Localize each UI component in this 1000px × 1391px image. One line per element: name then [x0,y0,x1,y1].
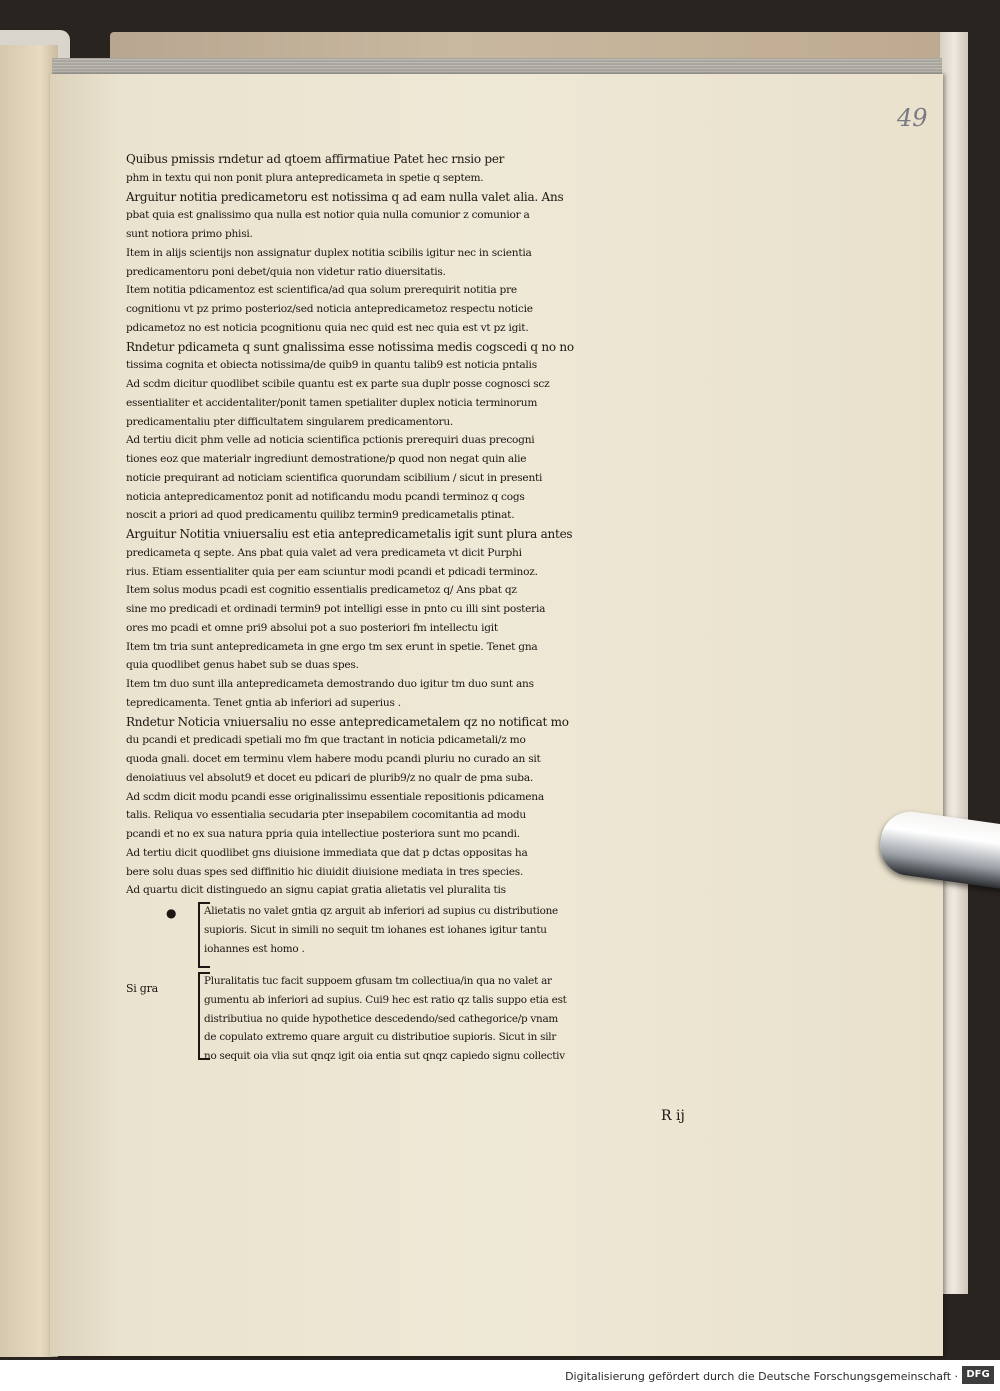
page-text [126,150,771,1062]
text-line: rius. Etiam essentialiter quia per eam sciuntur modi pcandi et pdicadi terminoz. [126,565,538,578]
text-line: pdicametoz no est noticia pcognitionu quia nec quid est nec quia est vt pz igit. [126,321,529,334]
text-line: gumentu ab inferiori ad supius. Cui9 hec est ratio qz talis suppo etia est [204,993,567,1006]
text-line: ores mo pcadi et omne pri9 absolui pot a suo posteriori fm intellectu igit [126,621,498,634]
text-line: de copulato extremo quare arguit cu distributioe supioris. Sicut in silr [204,1031,557,1044]
text-line: predicameta q septe. Ans pbat quia valet ad vera predicameta vt dicit Purphi [126,546,522,559]
text-line: denoiatiuus vel absolut9 et docet eu pdicari de plurib9/z no qualr de pma suba. [126,771,534,784]
text-line: talis. Reliqua vo essentialia secudaria pter insepabilem cocomitantia ad modu [126,809,526,822]
text-line: Arguitur Notitia vniuersaliu est etia antepredicametalis igit sunt plura antes [126,527,573,541]
folio-number: 49 [897,104,928,132]
text-line: predicamentoru poni debet/quia non videtur ratio diuersitatis. [126,265,446,278]
text-line: du pcandi et predicadi spetiali mo fm que tractant in noticia pdicametali/z mo [126,734,526,747]
text-line: bere solu duas spes sed diffinitio hic diuidit diuisione mediata in tres species. [126,865,524,878]
text-line: iohannes est homo . [204,942,305,955]
text-line: Ad scdm dicitur quodlibet scibile quantu est ex parte sua duplr posse cognosci scz [126,378,550,390]
footer-credit: Digitalisierung gefördert durch die Deutsche Forschungsgemeinschaft · [565,1370,958,1383]
text-line: Ad quartu dicit distinguedo an signu capiat gratia alietatis vel pluralita tis [126,884,506,897]
text-line: Item notitia pdicamentoz est scientifica/ad qua solum prerequirit notitia pre [126,284,517,297]
pluralitatis-block [204,972,774,1066]
text-line: Ad scdm dicit modu pcandi esse originalissimu essentiale repositionis pdicamena [126,790,544,803]
footer-bar [0,1360,1000,1391]
text-line: Ad tertiu dicit quodlibet gns diuisione immediata que dat p dctas oppositas ha [126,846,528,859]
text-line: noticia antepredicamentoz ponit ad notificandu modu pcandi terminoz q cogs [126,490,525,503]
text-line: sunt notiora primo phisi. [126,228,253,240]
text-line: tissima cognita et obiecta notissima/de quib9 in quantu talib9 est noticia pntalis [126,359,537,372]
text-line: predicamentaliu pter difficultatem singularem predicamentoru. [126,415,454,428]
text-line: pbat quia est gnalissimo qua nulla est notior quia nulla comunior z comunior a [126,209,530,222]
bullet-icon: ● [166,906,177,920]
text-line: supioris. Sicut in simili no sequit tm iohanes est iohanes igitur tantu [204,923,547,936]
dfg-logo-icon: DFG [962,1366,994,1384]
text-line: Alietatis no valet gntia qz arguit ab inferiori ad supius cu distributione [204,905,558,917]
text-line: Arguitur notitia predicametoru est notissima q ad eam nulla valet alia. Ans [126,189,564,204]
text-line: Item in alijs scientijs non assignatur duplex notitia scibilis igitur nec in scientia [126,246,532,259]
text-line: Pluralitatis tuc facit suppoem gfusam tm collectiua/in qua no valet ar [204,975,552,987]
distinction-bracket [126,902,771,1062]
board-right-edge [940,32,968,1294]
text-line: Quibus pmissis rndetur ad qtoem affirmatiue Patet hec rnsio per [126,152,505,166]
text-line: tiones eoz que materialr ingrediunt demostratione/p quod non negat quin alie [126,453,527,465]
text-line: sine mo predicadi et ordinadi termin9 pot intelligi esse in pnto cu illi sint posteria [126,603,546,615]
text-line: Item tm tria sunt antepredicameta in gne ergo tm sex erunt in spetie. Tenet gna [126,640,538,653]
alietatis-block [204,902,774,958]
signature-mark: R ij [661,1108,685,1124]
text-line: no sequit oia vlia sut qnqz igit oia entia sut qnqz capiedo signu collectiv [204,1050,565,1062]
text-line: noscit a priori ad quod predicamentu quilibz termin9 predicametalis ptinat. [126,509,515,522]
text-line: distributiua no quide hypothetice descedendo/sed cathegorice/p vnam [204,1012,559,1025]
text-line: phm in textu qui non ponit plura antepredicameta in spetie q septem. [126,171,484,184]
text-line: Rndetur Noticia vniuersaliu no esse antepredicametalem qz no notificat mo [126,714,569,729]
text-line: Ad tertiu dicit phm velle ad noticia scientifica pctionis prerequiri duas precogni [126,434,535,447]
text-line: quia quodlibet genus habet sub se duas spes. [126,659,359,672]
text-line: Item solus modus pcadi est cognitio essentialis predicametoz q/ Ans pbat qz [126,584,517,597]
text-line: essentialiter et accidentaliter/ponit tamen spetialiter duplex noticia terminorum [126,396,538,409]
text-line: pcandi et no ex sua natura ppria quia intellectiue posteriora sunt mo pcandi. [126,828,520,840]
text-line: Item tm duo sunt illa antepredicameta demostrando duo igitur tm duo sunt ans [126,678,534,690]
text-line: quoda gnali. docet em terminu vlem habere modu pcandi pluriu no curado an sit [126,753,541,765]
bracket-label: Si gra [126,982,158,995]
text-line: noticie prequirant ad noticiam scientifica quorundam scibilium / sicut in presenti [126,471,543,484]
text-line: cognitionu vt pz primo posterioz/sed noticia antepredicametoz respectu noticie [126,303,533,315]
text-line: Rndetur pdicameta q sunt gnalissima esse notissima medis cogscedi q no no [126,339,574,354]
text-line: tepredicamenta. Tenet gntia ab inferiori ad superius . [126,696,401,709]
